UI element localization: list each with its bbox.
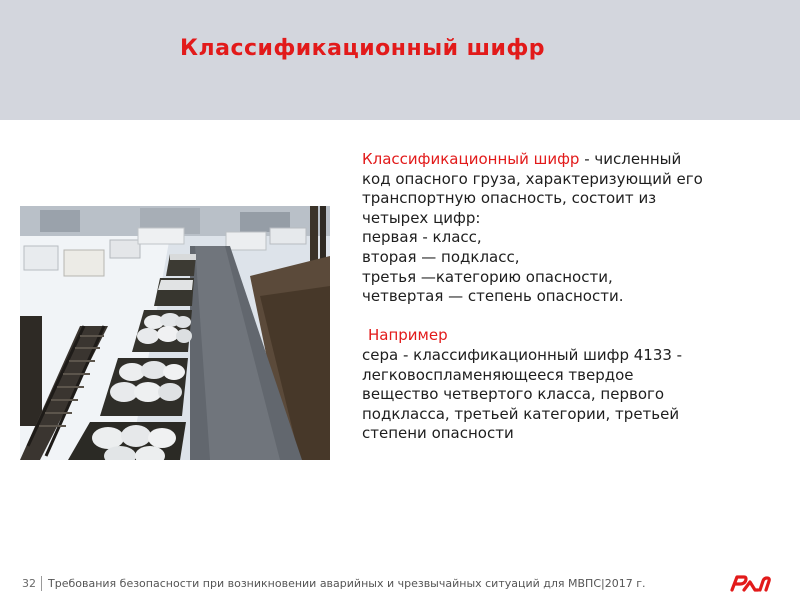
footer — [0, 570, 800, 600]
example-line-3: вещество четвертого класса, первого — [362, 385, 665, 404]
definition-line-1: Классификационный шифр - численный — [362, 150, 682, 168]
paragraph-spacer — [362, 307, 772, 327]
example-line-2: легковоспламеняющееся твердое — [362, 365, 634, 384]
definition-line-5: первая - класс, — [362, 228, 482, 247]
example-line-5: степени опасности — [362, 424, 514, 443]
definition-line-6: вторая — подкласс, — [362, 247, 520, 266]
slide-title: Классификационный шифр — [180, 36, 546, 61]
example-line-4: подкласса, третьей категории, третьей — [362, 404, 680, 423]
example-heading: Например — [368, 326, 448, 345]
example-line-1: сера - классификационный шифр 4133 - — [362, 345, 683, 364]
definition-line-3: транспортную опасность, состоит из — [362, 189, 657, 208]
railway-photo — [20, 206, 330, 460]
rzd-logo-icon — [728, 571, 772, 595]
definition-line-8: четвертая — степень опасности. — [362, 287, 624, 306]
body-text — [362, 150, 772, 444]
definition-term: Классификационный шифр — [362, 150, 580, 168]
footer-divider — [41, 576, 42, 591]
definition-line-4: четырех цифр: — [362, 208, 481, 227]
definition-line-7: третья —категорию опасности, — [362, 267, 613, 286]
page-number: 32 — [22, 577, 36, 590]
definition-line-2: код опасного груза, характеризующий его — [362, 169, 703, 188]
footer-text: Требования безопасности при возникновении аварийных и чрезвычайных ситуаций для МВПС|2017 г. — [48, 577, 646, 590]
